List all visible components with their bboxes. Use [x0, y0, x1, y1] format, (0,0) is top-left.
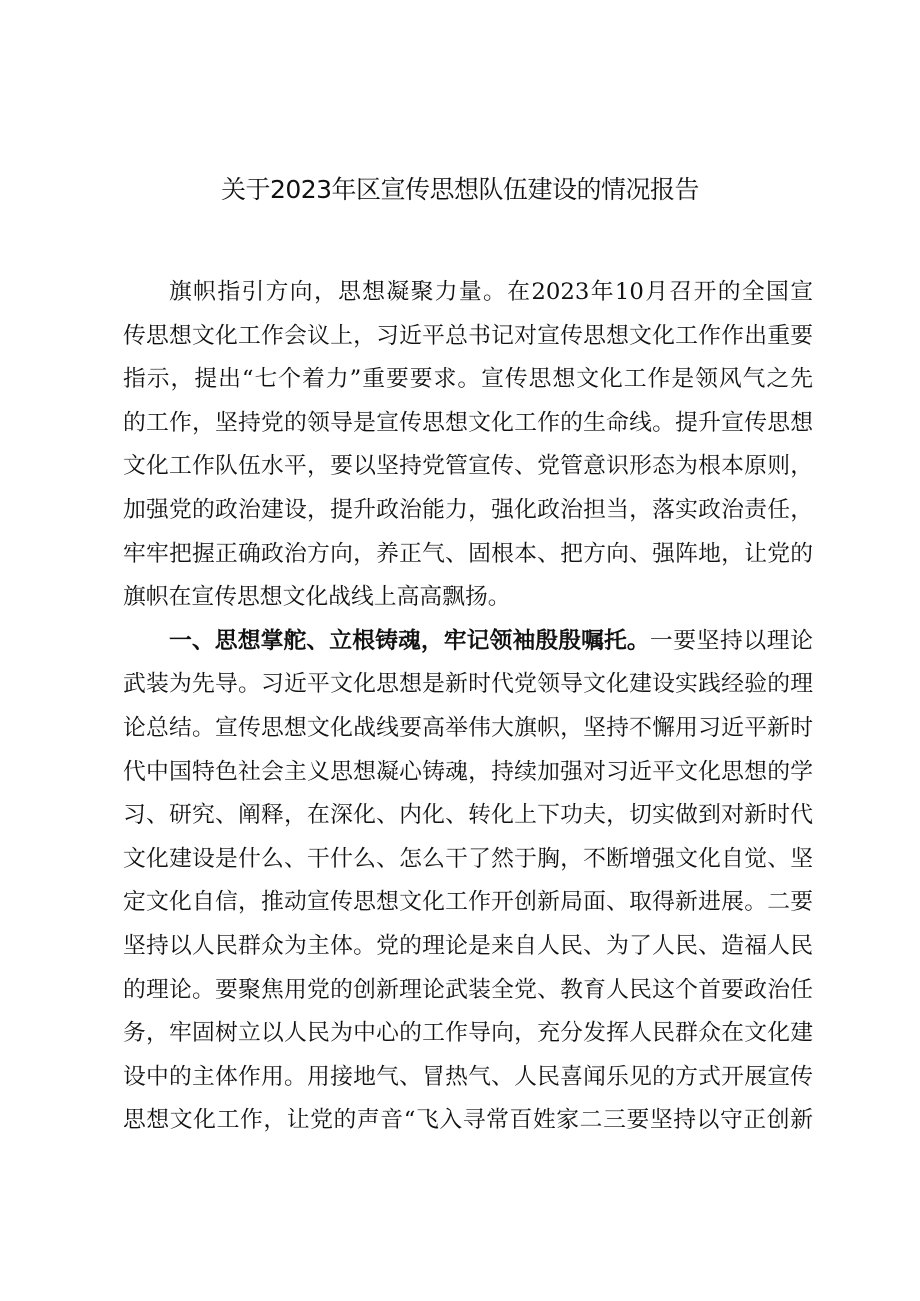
text-line: 文化工作队伍水平，要以坚持党管宣传、党管意识形态为根本原则， [123, 453, 813, 480]
text-line: 旗帜在宣传思想文化战线上高高飘扬。 [123, 584, 511, 611]
text-line [123, 620, 813, 664]
text-line: 定文化自信，推动宣传思想文化工作开创新局面、取得新进展。二要 [123, 889, 813, 916]
paragraph-intro [123, 271, 813, 620]
section-heading: 一、思想掌舵、立根铸魂，牢记领袖殷殷嘱托。 [169, 627, 650, 654]
text-line: 务，牢固树立以人民为中心的工作导向，充分发挥人民群众在文化建 [123, 1020, 813, 1047]
document-title: 关于2023年区宣传思想队伍建设的情况报告 [220, 175, 700, 204]
text-line: 的工作，坚持党的领导是宣传思想文化工作的生命线。提升宣传思想 [123, 409, 813, 436]
text-line: 代中国特色社会主义思想凝心铸魂，持续加强对习近平文化思想的学 [123, 758, 813, 785]
text-line: 的理论。要聚焦用党的创新理论武装全党、教育人民这个首要政治任 [123, 976, 813, 1003]
text-line: 旗帜指引方向，思想凝聚力量。在2023年10月召开的全国宣 [169, 279, 813, 305]
text-line: 设中的主体作用。用接地气、冒热气、人民喜闻乐见的方式开展宣传 [123, 1063, 813, 1090]
text-line: 传思想文化工作会议上，习近平总书记对宣传思想文化工作作出重要 [123, 322, 813, 349]
text-line: 文化建设是什么、干什么、怎么干了然于胸，不断增强文化自觉、坚 [123, 845, 813, 872]
text-line: 思想文化工作，让党的声音“飞入寻常百姓家二三要坚持以守正创新 [123, 1107, 813, 1134]
section-heading-continuation: 一要坚持以理论 [649, 627, 813, 654]
text-line: 武装为先导。习近平文化思想是新时代党领导文化建设实践经验的理 [123, 671, 813, 698]
text-line: 习、研究、阐释，在深化、内化、转化上下功夫，切实做到对新时代 [123, 802, 813, 829]
text-line: 指示，提出“七个着力”重要要求。宣传思想文化工作是领风气之先 [123, 366, 813, 393]
text-line: 加强党的政治建设，提升政治能力，强化政治担当，落实政治责任， [123, 496, 813, 523]
paragraph-section-one [123, 620, 813, 1143]
text-line: 坚持以人民群众为主体。党的理论是来自人民、为了人民、造福人民 [123, 932, 813, 959]
text-line: 牢牢把握正确政治方向，养正气、固根本、把方向、强阵地，让党的 [123, 540, 813, 567]
text-line: 论总结。宣传思想文化战线要高举伟大旗帜，坚持不懈用习近平新时 [123, 714, 813, 741]
document-body [123, 271, 813, 1143]
